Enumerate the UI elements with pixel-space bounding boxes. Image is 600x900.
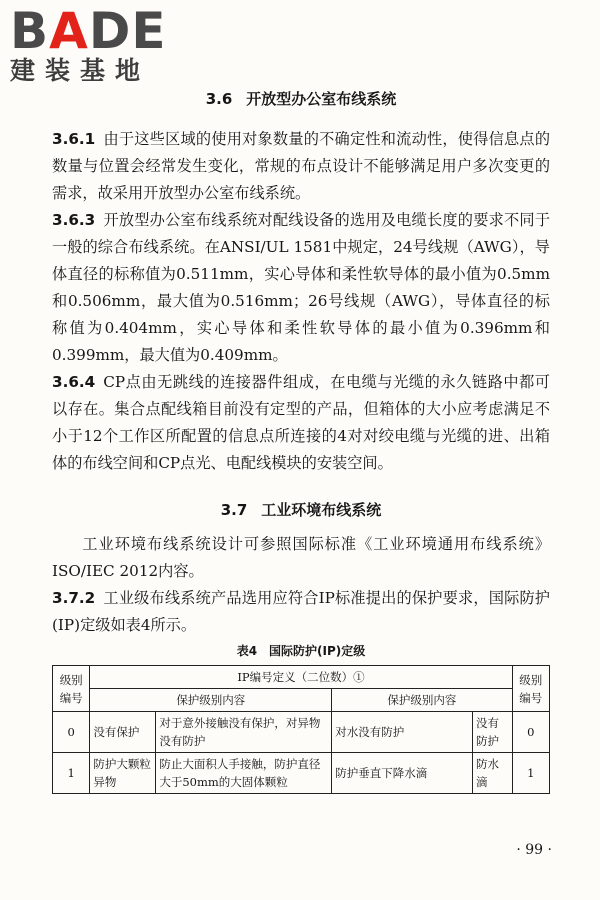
clause-3-6-4: 3.6.4 CP点由无跳线的连接器件组成，在电缆与光缆的永久链路中都可以存在。集合点配线箱目前没有定型的产品，但箱体的大小应考虑满足不小于12个工作区所配置的信息点所连接的4对对绞电缆与光缆的进、出箱体的布线空间和CP点光、电配线模块的安装空间。	[52, 373, 550, 472]
cell-water-short: 防水滴	[473, 753, 513, 794]
table-header-row-2	[53, 689, 550, 712]
clause-3-6-1: 3.6.1 由于这些区域的使用对象数量的不确定性和流动性，使得信息点的数量与位置会经常发生变化，常规的布点设计不能够满足用户多次变更的需求，故采用开放型办公室布线系统。	[52, 130, 550, 202]
header-level-no-right: 级别编号	[512, 666, 549, 712]
table-4-title: 表4 国际防护(IP)定级	[236, 644, 366, 658]
table-row	[53, 712, 550, 753]
cell-solid-desc: 对于意外接触没有保护，对异物没有防护	[156, 712, 332, 753]
ip-rating-table	[52, 665, 550, 794]
section-title-3-7: 3.7 工业环境布线系统	[220, 501, 382, 519]
header-level-no-left: 级别编号	[53, 666, 90, 712]
page-number: · 99 ·	[516, 842, 552, 858]
cell-water-desc: 对水没有防护	[332, 712, 473, 753]
cell-solid-desc: 防止大面积人手接触，防护直径大于50mm的大固体颗粒	[156, 753, 332, 794]
cell-level-right: 0	[512, 712, 549, 753]
section-3-7-intro: 工业环境布线系统设计可参照国际标准《工业环境通用布线系统》ISO/IEC 2012内容。	[52, 535, 550, 580]
logo-wordmark: BADE	[10, 2, 167, 60]
cell-water-short: 没有防护	[473, 712, 513, 753]
table-header-row-1	[53, 666, 550, 689]
section-title-3-6: 3.6 开放型办公室布线系统	[205, 90, 397, 108]
cell-level: 0	[53, 712, 90, 753]
bade-logo	[10, 2, 180, 90]
logo-accent-letter: A	[49, 2, 89, 60]
header-protect-content-water: 保护级别内容	[332, 689, 512, 712]
clause-3-6-3: 3.6.3 开放型办公室布线系统对配线设备的选用及电缆长度的要求不同于一般的综合布线系统。在ANSI/UL 1581中规定，24号线规（AWG），导体直径的标称值为0.511mm，实心导体和柔性软导体的最小值为0.5mm和0.506mm，最大值为0.516mm；26号线规（AWG），导体直径的标称值为0.404mm，实心导体和柔性软导体的最小值为0.396mm和0.399mm，最大值为0.409mm。	[52, 211, 550, 364]
table-row	[53, 753, 550, 794]
clause-3-7-2: 3.7.2 工业级布线系统产品选用应符合IP标准提出的保护要求，国际防护(IP)定级如表4所示。	[52, 589, 550, 634]
cell-solid-short: 防护大颗粒异物	[90, 753, 156, 794]
header-protect-content-solid: 保护级别内容	[90, 689, 332, 712]
cell-water-desc: 防护垂直下降水滴	[332, 753, 473, 794]
cell-level: 1	[53, 753, 90, 794]
page-content	[52, 86, 550, 794]
cell-solid-short: 没有保护	[90, 712, 156, 753]
cell-level-right: 1	[512, 753, 549, 794]
logo-subtitle: 建装基地	[10, 56, 151, 85]
header-ip-definition: IP编号定义（二位数）①	[90, 666, 512, 689]
